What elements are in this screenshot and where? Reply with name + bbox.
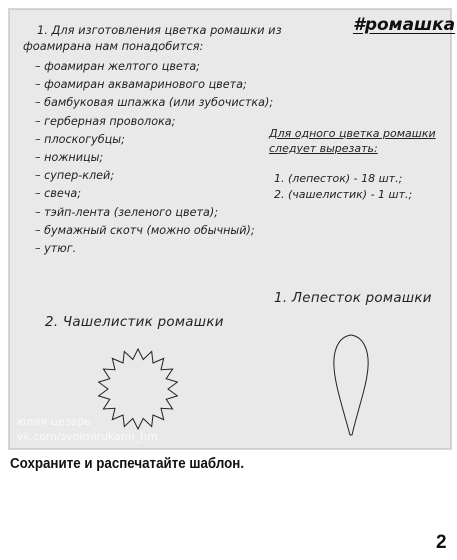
list-item: – супер-клей; (35, 167, 273, 185)
list-item: – утюг. (35, 240, 273, 258)
list-item: – бумажный скотч (можно обычный); (35, 222, 273, 240)
watermark-line-1: юлия цезарь (17, 415, 91, 428)
hashtag-title: #ромашка (353, 15, 456, 35)
intro-line-1: 1. Для изготовления цветка ромашки из (37, 23, 282, 37)
list-item: – ножницы; (35, 149, 273, 167)
petal-shape (327, 331, 375, 439)
list-item: – фоамиран желтого цвета; (35, 58, 273, 76)
cut-heading-line-2: следует вырезать: (269, 142, 378, 155)
list-item: – плоскогубцы; (35, 131, 273, 149)
watermark (17, 414, 158, 444)
footer-instruction: Сохраните и распечатайте шаблон. (10, 456, 245, 472)
cut-list (274, 171, 412, 203)
intro-line-2: фоамирана нам понадобится: (23, 39, 204, 53)
petal-label: 1. Лепесток ромашки (274, 291, 432, 306)
materials-list (35, 58, 273, 258)
list-item: 2. (чашелистик) - 1 шт.; (274, 188, 413, 201)
list-item: – фоамиран аквамаринового цвета; (35, 76, 273, 94)
page-number: 2 (436, 532, 447, 553)
list-item: – герберная проволока; (35, 113, 273, 131)
cut-heading-line-1: Для одного цветка ромашки (269, 127, 436, 140)
list-item: – тэйп-лента (зеленого цвета); (35, 204, 273, 222)
intro-text (23, 22, 293, 54)
list-item: – свеча; (35, 185, 273, 203)
template-sheet (8, 8, 456, 450)
list-item: – бамбуковая шпажка (или зубочистка); (35, 94, 273, 112)
cut-heading (269, 126, 449, 156)
watermark-line-2: vk.com/svoimirukami_hm (17, 430, 158, 443)
calyx-label: 2. Чашелистик ромашки (45, 315, 224, 330)
list-item: 1. (лепесток) - 18 шт.; (274, 172, 403, 185)
